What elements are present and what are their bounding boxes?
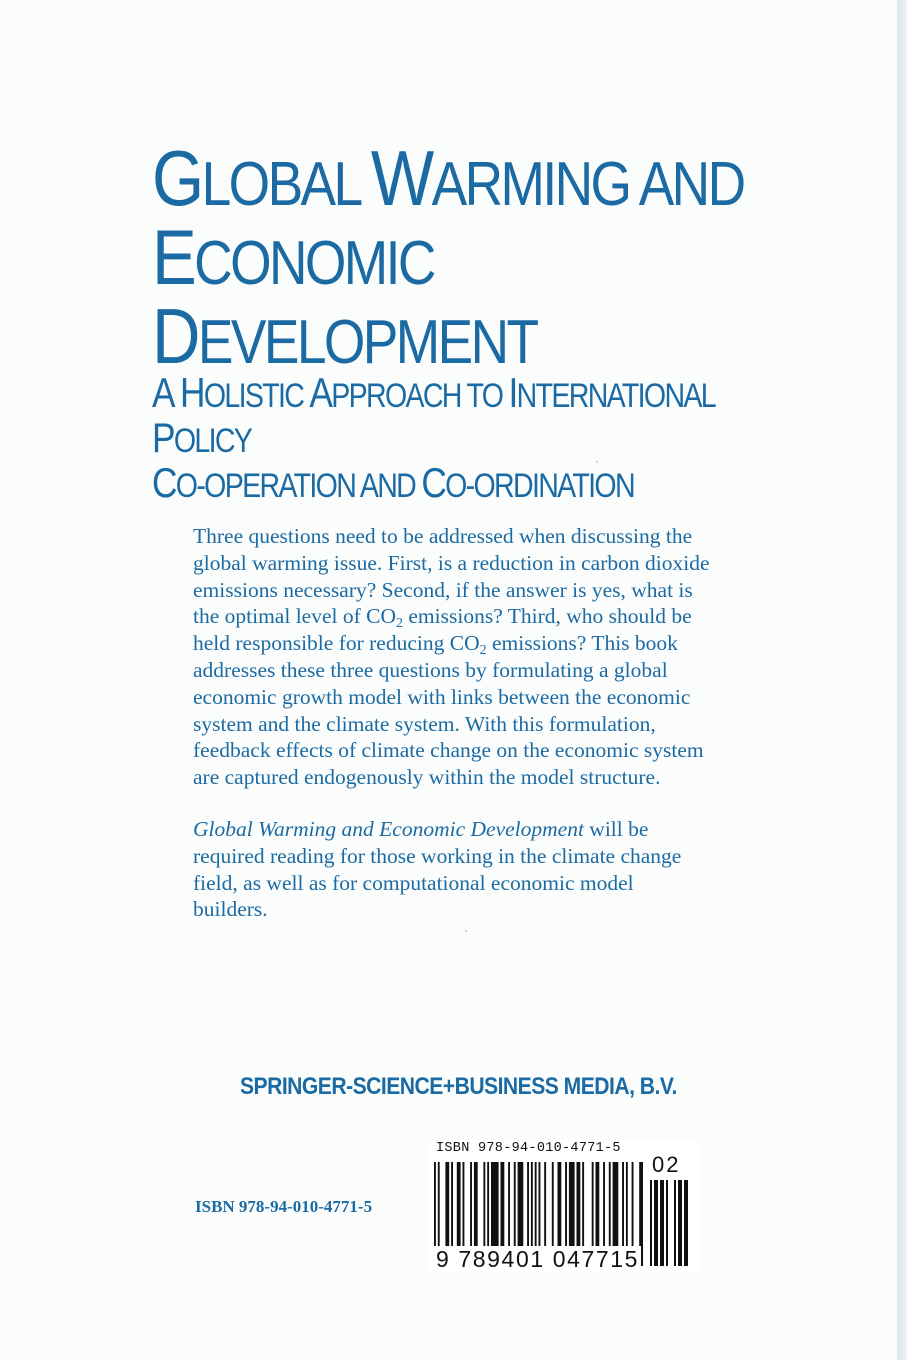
subscript: 2 bbox=[479, 643, 487, 659]
subtitle-word: O-OPERATION AND bbox=[175, 467, 422, 505]
barcode-bar bbox=[666, 1180, 668, 1266]
print-speck bbox=[596, 461, 598, 463]
barcode bbox=[430, 1140, 698, 1272]
subtitle-initial: I bbox=[508, 369, 517, 416]
barcode-bar bbox=[678, 1180, 682, 1266]
book-title bbox=[152, 134, 754, 380]
barcode-bar bbox=[650, 1180, 652, 1266]
subscript: 2 bbox=[396, 616, 404, 632]
title-initial: D bbox=[152, 292, 198, 380]
barcode-addon-bars bbox=[650, 1180, 692, 1266]
title-word: CONOMIC bbox=[194, 229, 434, 298]
isbn-label: ISBN 978-94-010-4771-5 bbox=[195, 1197, 373, 1216]
title-line-2 bbox=[152, 213, 754, 380]
subtitle-word: PPROACH TO bbox=[331, 377, 509, 415]
spine-edge bbox=[897, 0, 907, 1360]
title-initial: G bbox=[152, 134, 202, 222]
barcode-bar bbox=[660, 1180, 664, 1266]
book-title-italic: Global Warming and Economic Development bbox=[193, 816, 584, 841]
text-run: emissions? Third, who should be held responsible for reducing CO bbox=[193, 604, 692, 656]
subtitle-line-1 bbox=[152, 369, 740, 462]
barcode-addon-digits: 02 bbox=[652, 1152, 681, 1177]
subtitle-word: NTERNATIONAL bbox=[516, 377, 714, 415]
print-speck bbox=[465, 930, 467, 932]
subtitle-initial: C bbox=[152, 459, 176, 506]
text-run: Three questions need to be addressed when discussing the global warming issue. First, is a reduction in carbon dioxide emissions necessary? Second, if the answer is yes, what is the optimal level of CO bbox=[193, 524, 710, 629]
text-run: emissions? This book addresses these three questions by formulating a global economic growth model with links between the economic system and the climate system. With this formulation, feedback effects of climate change on the economic system are captured endogenously within the model structure. bbox=[193, 631, 704, 790]
book-subtitle bbox=[152, 369, 740, 507]
text-run: will be required reading for those working in the climate change field, as well as for computational economic model builders. bbox=[193, 816, 682, 922]
subtitle-initial: C bbox=[421, 459, 446, 506]
description bbox=[193, 523, 713, 948]
barcode-bar bbox=[674, 1180, 676, 1266]
title-line-1 bbox=[152, 134, 754, 222]
subtitle-line-2 bbox=[152, 459, 740, 507]
subtitle-initial: P bbox=[152, 414, 174, 461]
description-paragraph-1 bbox=[193, 523, 713, 791]
subtitle-word: O-ORDINATION bbox=[445, 467, 634, 505]
title-word: ARMING AND bbox=[431, 150, 744, 219]
subtitle-initial: A H bbox=[152, 369, 204, 416]
subtitle-initial: A bbox=[309, 369, 332, 416]
publisher-name: SPRINGER-SCIENCE+BUSINESS MEDIA, B.V. bbox=[240, 1073, 677, 1100]
barcode-isbn-text: ISBN 978-94-010-4771-5 bbox=[436, 1141, 621, 1156]
description-paragraph-2 bbox=[193, 816, 713, 923]
title-initial: W bbox=[370, 134, 432, 222]
title-word: LOBAL bbox=[201, 150, 371, 219]
subtitle-word: OLISTIC bbox=[203, 377, 310, 415]
barcode-bar bbox=[684, 1180, 688, 1266]
title-word: EVELOPMENT bbox=[197, 308, 537, 377]
subtitle-word: OLICY bbox=[173, 422, 252, 460]
barcode-digits: 9 789401 047715 bbox=[436, 1246, 640, 1272]
title-initial: E bbox=[152, 213, 195, 301]
barcode-bar bbox=[654, 1180, 658, 1266]
